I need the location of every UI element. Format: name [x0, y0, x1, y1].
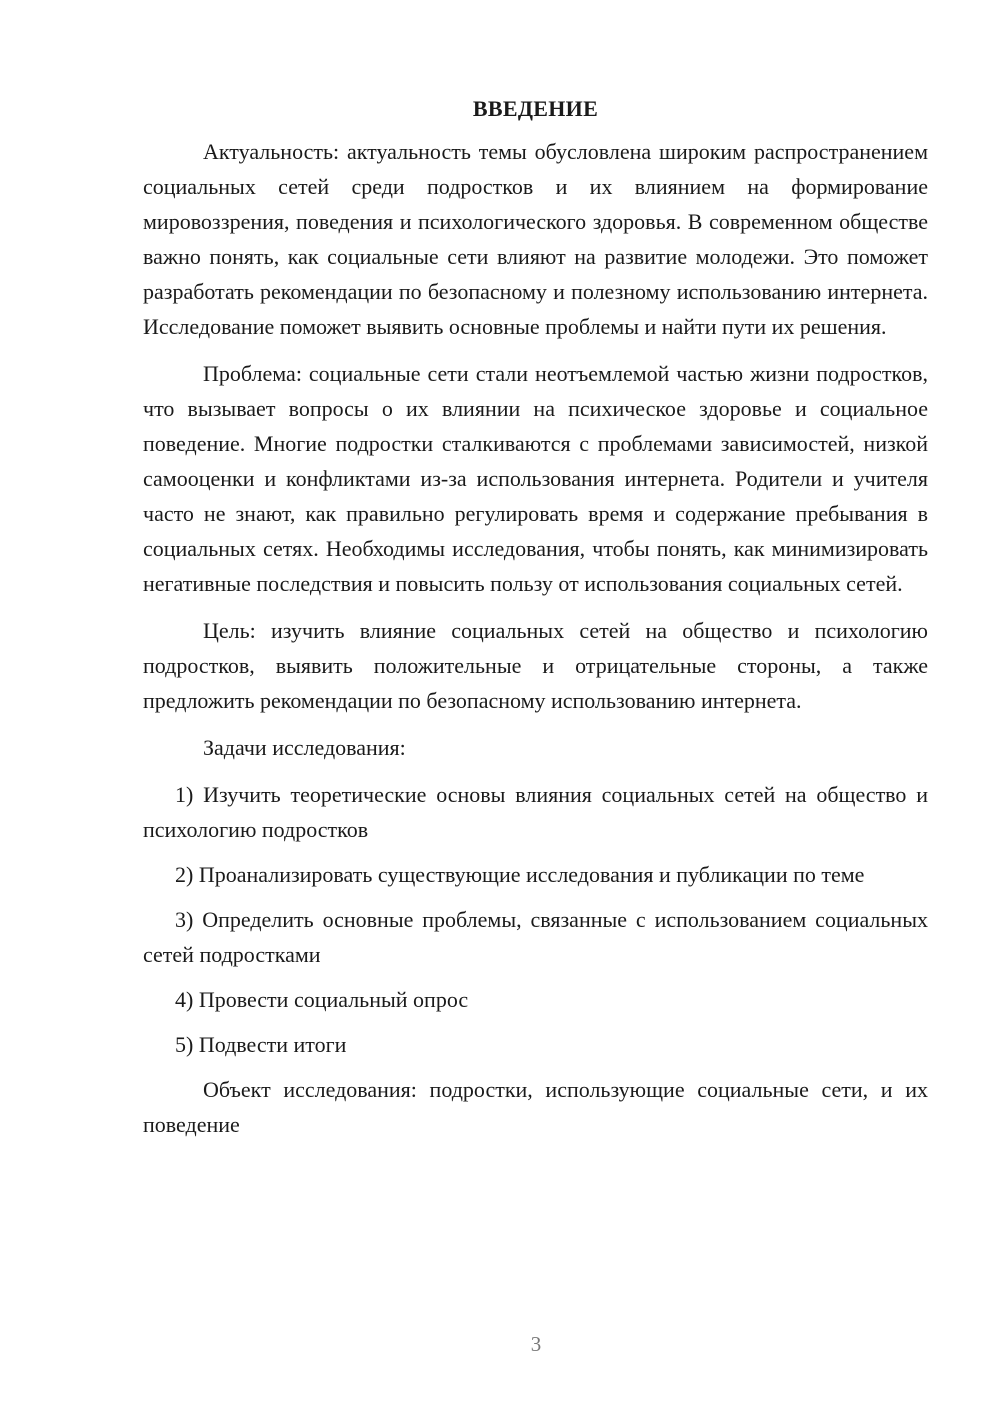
- paragraph-object: Объект исследования: подростки, использующие социальные сети, и их поведение: [143, 1077, 928, 1137]
- paragraph-relevance: Актуальность: актуальность темы обусловлена широким распространением социальных сетей среди подростков и их влиянием на формирование мировоззрения, поведения и психологического здоровья. В современном обществе важно понять, как социальные сети влияют на развитие молодежи. Это поможет разработать рекомендации по безопасному и полезному использованию интернета. Исследование поможет выявить основные проблемы и найти пути их решения.: [143, 139, 928, 339]
- list-item: 1) Изучить теоретические основы влияния социальных сетей на общество и психологию подростков: [143, 782, 928, 842]
- document-page: [143, 94, 928, 1154]
- list-item: 5) Подвести итоги: [175, 1032, 347, 1057]
- tasks-list: [143, 777, 928, 1062]
- list-item: 3) Определить основные проблемы, связанные с использованием социальных сетей подростками: [143, 907, 928, 967]
- list-item: 2) Проанализировать существующие исследования и публикации по теме: [175, 862, 865, 887]
- section-title: ВВЕДЕНИЕ: [472, 96, 599, 121]
- page-number: 3: [530, 1332, 542, 1356]
- paragraph-goal: Цель: изучить влияние социальных сетей на общество и психологию подростков, выявить положительные и отрицательные стороны, а также предложить рекомендации по безопасному использованию интернета.: [143, 618, 928, 713]
- tasks-heading: Задачи исследования:: [203, 735, 406, 760]
- paragraph-problem: Проблема: социальные сети стали неотъемлемой частью жизни подростков, что вызывает вопросы о их влиянии на психическое здоровье и социальное поведение. Многие подростки сталкиваются с проблемами зависимостей, низкой самооценки и конфликтами из-за использования интернета. Родители и учителя часто не знают, как правильно регулировать время и содержание пребывания в социальных сетях. Необходимы исследования, чтобы понять, как минимизировать негативные последствия и повысить пользу от использования социальных сетей.: [143, 361, 928, 596]
- list-item: 4) Провести социальный опрос: [175, 987, 469, 1012]
